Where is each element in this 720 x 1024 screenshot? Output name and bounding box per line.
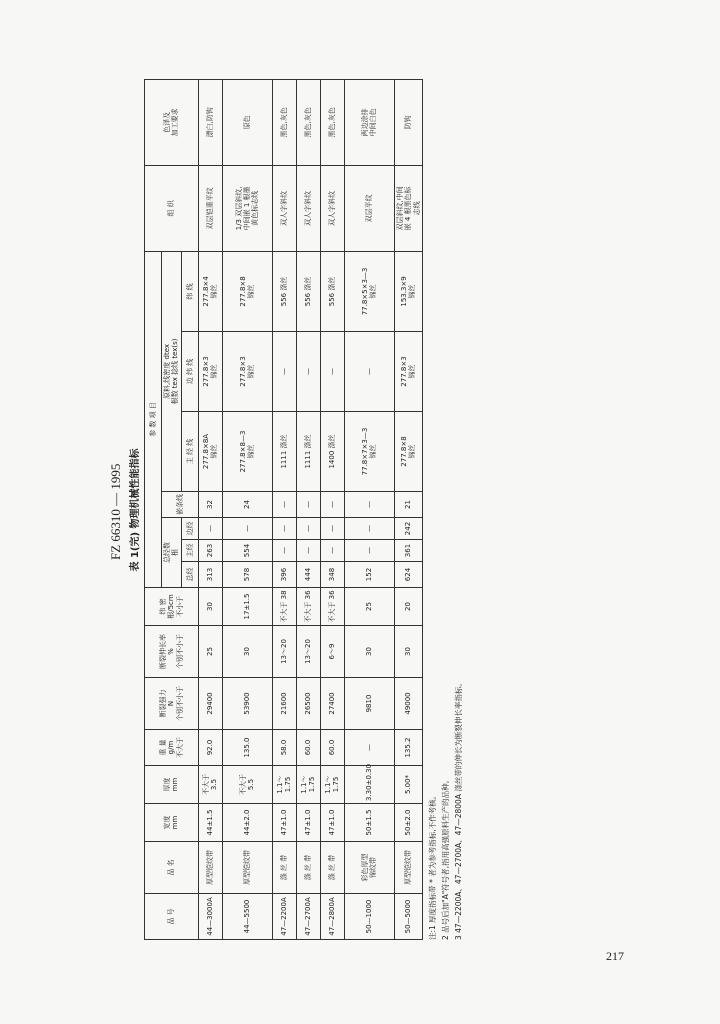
cell-yarn-main: 77.8×7×3—3 锦丝 <box>344 412 394 492</box>
cell-yarn-welt: 277.8×3 锦丝 <box>198 332 222 412</box>
cell-weave: 双人字斜纹 <box>272 165 296 251</box>
cell-yarn-main: 1111 涤丝 <box>272 412 296 492</box>
table-row <box>222 79 272 939</box>
cell-width: 44±1.5 <box>198 804 222 842</box>
cell-strip: — <box>344 492 394 518</box>
cell-weight: — <box>344 730 394 766</box>
header-density: 纬 密 根/5cm 不小于 <box>145 588 199 626</box>
cell-ends-total: 578 <box>222 562 272 588</box>
cell-thickness: 1.1～1.75 <box>320 766 344 804</box>
cell-strength: 9810 <box>344 678 394 730</box>
cell-yarn-main: 277.8×8 锦丝 <box>394 412 422 492</box>
table-row <box>394 79 422 939</box>
cell-thickness: 1.1～1.75 <box>296 766 320 804</box>
header-yarn-weft: 纬 线 <box>181 251 198 331</box>
cell-weight: 60.0 <box>320 730 344 766</box>
cell-ends-total: 152 <box>344 562 394 588</box>
cell-ends-total: 348 <box>320 562 344 588</box>
cell-color: 漂白,防钩 <box>198 79 222 165</box>
cell-width: 44±2.0 <box>222 804 272 842</box>
table-row <box>320 79 344 939</box>
cell-elongation: 6～9 <box>320 626 344 678</box>
cell-ends-welt: — <box>222 518 272 540</box>
cell-strength: 53900 <box>222 678 272 730</box>
header-params: 参 数 项 目 <box>145 251 162 587</box>
cell-name: 厚型铠纹带 <box>198 842 222 894</box>
cell-ends-total: 624 <box>394 562 422 588</box>
cell-thickness: 1.1～1.75 <box>272 766 296 804</box>
table-caption: 表 1(完) 物理机械性能指标 <box>130 448 141 572</box>
cell-color: 两边涂排 中间白色 <box>344 79 394 165</box>
cell-yarn-welt: — <box>272 332 296 412</box>
cell-weave: 双层斜纹,中间 嵌 4 根黑色标 志线 <box>394 165 422 251</box>
cell-ends-total: 396 <box>272 562 296 588</box>
header-strip-ends: 嵌条线 <box>162 492 199 518</box>
cell-color: 防钩 <box>394 79 422 165</box>
header-weave: 组 织 <box>145 165 199 251</box>
cell-elongation: 30 <box>394 626 422 678</box>
cell-model: 50—5000 <box>394 894 422 940</box>
table-row <box>344 79 394 939</box>
cell-width: 50±1.5 <box>344 804 394 842</box>
header-ends-welt: 边经 <box>181 518 198 540</box>
cell-weight: 135.2 <box>394 730 422 766</box>
cell-yarn-welt: 277.8×3 锦丝 <box>394 332 422 412</box>
cell-model: 44—5500 <box>222 894 272 940</box>
cell-ends-welt: — <box>296 518 320 540</box>
cell-yarn-welt: — <box>344 332 394 412</box>
cell-color: 黑色,灰色 <box>296 79 320 165</box>
cell-yarn-weft: 277.8×4 锦丝 <box>198 251 222 331</box>
header-breaking-strength: 断裂强力 N 个别不小于 <box>145 678 199 730</box>
cell-color: 原色 <box>222 79 272 165</box>
cell-strip: 21 <box>394 492 422 518</box>
cell-width: 47±1.0 <box>296 804 320 842</box>
note-1: 注:1 厚度指标带 * 者为参考指标,不作考核。 <box>427 791 437 940</box>
cell-yarn-main: 277.8×8—3 锦丝 <box>222 412 272 492</box>
cell-thickness: 5.00* <box>394 766 422 804</box>
cell-strength: 29400 <box>198 678 222 730</box>
cell-ends-total: 313 <box>198 562 222 588</box>
header-model: 品 号 <box>145 894 199 940</box>
cell-strip: — <box>272 492 296 518</box>
header-ends-main: 主经 <box>181 540 198 562</box>
cell-ends-total: 444 <box>296 562 320 588</box>
cell-ends-welt: — <box>198 518 222 540</box>
cell-ends-welt: 242 <box>394 518 422 540</box>
cell-ends-main: — <box>296 540 320 562</box>
cell-density: 20 <box>394 588 422 626</box>
cell-ends-main: — <box>272 540 296 562</box>
cell-color: 黑色,灰色 <box>320 79 344 165</box>
cell-yarn-main: 1400 涤丝 <box>320 412 344 492</box>
cell-elongation: 13～20 <box>296 626 320 678</box>
cell-strength: 26500 <box>296 678 320 730</box>
cell-strength: 21600 <box>272 678 296 730</box>
cell-strip: 32 <box>198 492 222 518</box>
header-name: 品 名 <box>145 842 199 894</box>
cell-strength: 49000 <box>394 678 422 730</box>
cell-ends-main: — <box>320 540 344 562</box>
cell-yarn-main: 277.8×8A 锦丝 <box>198 412 222 492</box>
cell-name: 厚型铠纹带 <box>394 842 422 894</box>
cell-elongation: 30 <box>344 626 394 678</box>
cell-name: 彩色厚型 锦纹带 <box>344 842 394 894</box>
cell-width: 47±1.0 <box>272 804 296 842</box>
note-2: 2 品号后加"A"符号者,指用高强原料生产的品种。 <box>440 775 450 940</box>
cell-weight: 58.0 <box>272 730 296 766</box>
cell-strip: — <box>296 492 320 518</box>
cell-yarn-weft: 277.8×8 锦丝 <box>222 251 272 331</box>
cell-name: 涤 丝 带 <box>296 842 320 894</box>
cell-width: 50±2.0 <box>394 804 422 842</box>
cell-weight: 135.0 <box>222 730 272 766</box>
cell-yarn-welt: — <box>320 332 344 412</box>
cell-thickness: 不大于 5.5 <box>222 766 272 804</box>
rotated-table-block <box>128 80 523 940</box>
standard-code: FZ 66310 — 1995 <box>108 463 123 560</box>
cell-weight: 60.0 <box>296 730 320 766</box>
cell-model: 44—3000A <box>198 894 222 940</box>
cell-strength: 27400 <box>320 678 344 730</box>
cell-yarn-weft: 153.3×9 锦丝 <box>394 251 422 331</box>
cell-width: 47±1.0 <box>320 804 344 842</box>
table-row <box>296 79 320 939</box>
cell-name: 厚型铠纹带 <box>222 842 272 894</box>
cell-ends-welt: — <box>272 518 296 540</box>
header-ends-total: 总经 <box>181 562 198 588</box>
cell-elongation: 30 <box>222 626 272 678</box>
table-row <box>272 79 296 939</box>
cell-ends-main: — <box>344 540 394 562</box>
table-body <box>198 79 422 939</box>
cell-thickness: 不大于 3.5 <box>198 766 222 804</box>
header-thickness: 厚度 mm <box>145 766 199 804</box>
header-yarn-main: 主 经 线 <box>181 412 198 492</box>
spec-table <box>144 79 423 940</box>
header-ends-group: 总经数 根 <box>162 518 182 588</box>
cell-ends-main: 361 <box>394 540 422 562</box>
cell-yarn-welt: 277.8×3 锦丝 <box>222 332 272 412</box>
cell-model: 47—2200A <box>272 894 296 940</box>
cell-density: 17±1.5 <box>222 588 272 626</box>
cell-yarn-weft: 556 涤丝 <box>296 251 320 331</box>
cell-density: 30 <box>198 588 222 626</box>
cell-model: 47—2700A <box>296 894 320 940</box>
cell-elongation: 25 <box>198 626 222 678</box>
cell-density: 不大于 38 <box>272 588 296 626</box>
header-weight: 重 量 g/m 不大于 <box>145 730 199 766</box>
cell-ends-main: 263 <box>198 540 222 562</box>
note-3: 3 47—2200A、47—2700A、47—2800A 涤丝带的伸长为断裂伸长率指标。 <box>453 679 463 940</box>
cell-yarn-welt: — <box>296 332 320 412</box>
cell-elongation: 13～20 <box>272 626 296 678</box>
cell-yarn-weft: 556 涤丝 <box>272 251 296 331</box>
cell-density: 不大于 36 <box>320 588 344 626</box>
cell-weave: 双层铠重平纹 <box>198 165 222 251</box>
cell-weave: 双人字斜纹 <box>296 165 320 251</box>
cell-yarn-weft: 77.8×5×3—3 锦丝 <box>344 251 394 331</box>
cell-weave: 双人字斜纹 <box>320 165 344 251</box>
cell-yarn-weft: 556 涤丝 <box>320 251 344 331</box>
cell-strip: 24 <box>222 492 272 518</box>
cell-ends-welt: — <box>344 518 394 540</box>
header-elongation: 断裂伸长率 % 个别不小于 <box>145 626 199 678</box>
cell-ends-main: 554 <box>222 540 272 562</box>
cell-density: 不大于 36 <box>296 588 320 626</box>
page-number: 217 <box>606 949 624 963</box>
header-width: 宽度 mm <box>145 804 199 842</box>
cell-weave: 1/3 双层斜纹, 中间嵌 1 根墨 黄色标志线 <box>222 165 272 251</box>
cell-density: 25 <box>344 588 394 626</box>
cell-model: 47—2800A <box>320 894 344 940</box>
header-yarn-welt: 边 纬 线 <box>181 332 198 412</box>
cell-strip: — <box>320 492 344 518</box>
cell-yarn-main: 1111 涤丝 <box>296 412 320 492</box>
table-notes <box>426 80 465 940</box>
cell-ends-welt: — <box>320 518 344 540</box>
cell-name: 涤 丝 带 <box>272 842 296 894</box>
table-row <box>198 79 222 939</box>
header-yarn-group: 原料,线密度 dtex 根数 tex 捻线 tex(s) <box>162 251 182 491</box>
cell-color: 黑色,灰色 <box>272 79 296 165</box>
cell-weave: 双层平纹 <box>344 165 394 251</box>
cell-model: 50—1000 <box>344 894 394 940</box>
cell-weight: 92.0 <box>198 730 222 766</box>
cell-thickness: 3.30±0.30 <box>344 766 394 804</box>
header-color: 色泽及 加工要求 <box>145 79 199 165</box>
cell-name: 涤 丝 带 <box>320 842 344 894</box>
